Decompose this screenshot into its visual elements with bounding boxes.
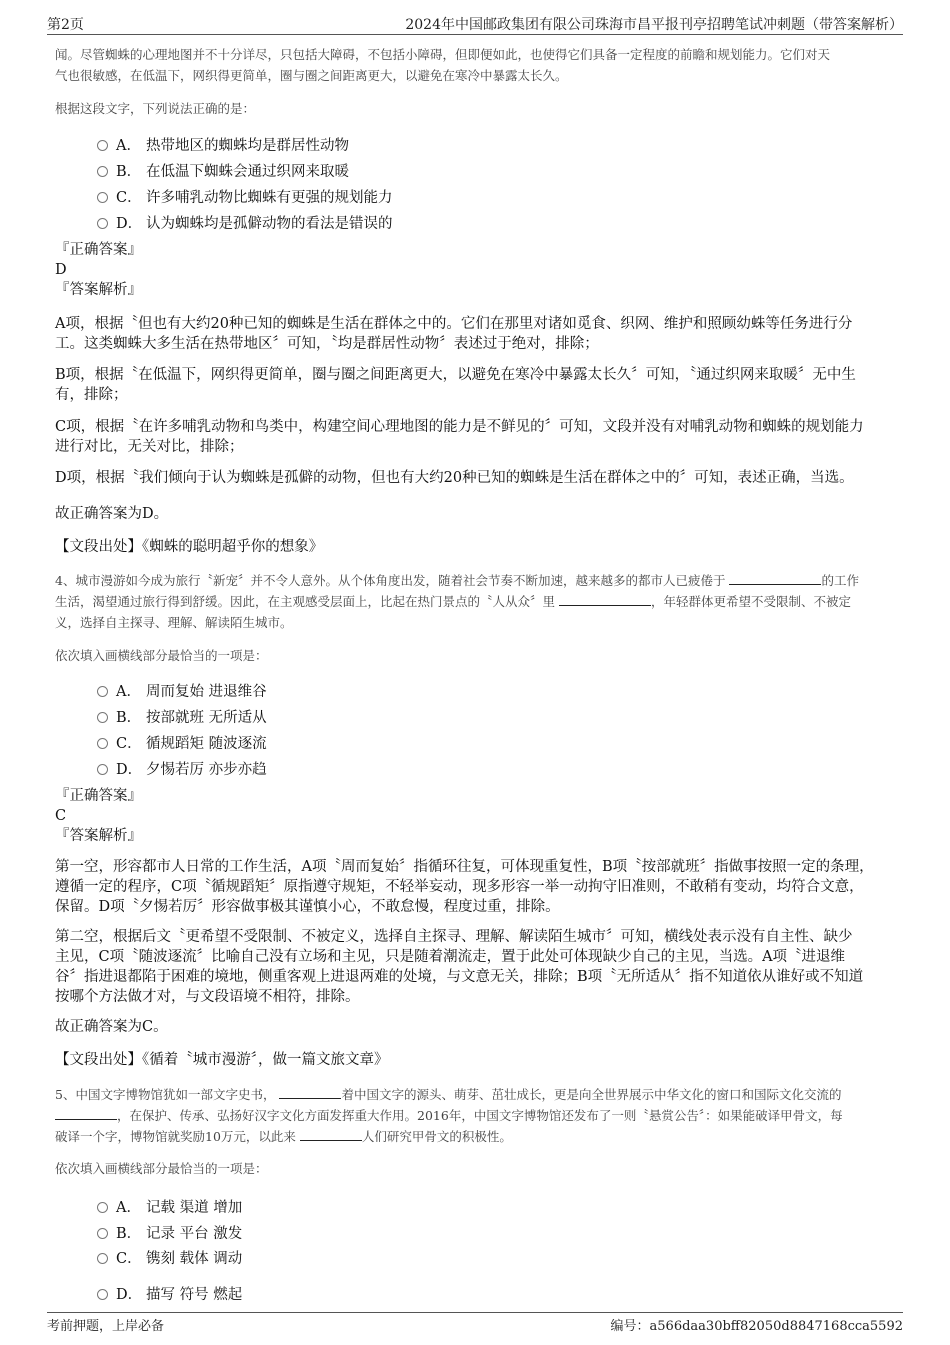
radio-icon[interactable] (97, 1228, 108, 1239)
q4-option-a[interactable]: A． 周而复始 进退维谷 (97, 680, 267, 701)
radio-icon[interactable] (97, 166, 108, 177)
q3-passage (55, 44, 900, 86)
footer-slogan: 考前押题，上岸必备 (47, 1319, 165, 1334)
radio-icon[interactable] (97, 712, 108, 723)
q4-prompt: 依次填入画横线部分最恰当的一项是： (55, 648, 268, 663)
q4-option-c[interactable]: C． 循规蹈矩 随波逐流 (97, 732, 267, 753)
q3-option-c[interactable]: C． 许多哺乳动物比蜘蛛有更强的规划能力 (97, 186, 393, 207)
document-title: 2024年中国邮政集团有限公司珠海市昌平报刊亭招聘笔试冲刺题（带答案解析） (405, 17, 903, 33)
passage-line: 气也很敏感，在低温下，网织得更简单，圈与圈之间距离更大，以避免在寒冷中暴露太长久。 (55, 68, 568, 83)
passage-line: 闻。尽管蜘蛛的心理地图并不十分详尽，只包括大障碍，不包括小障碍，但即便如此，也使得它们具备一定程度的前瞻和规划能力。它们对天 (55, 47, 831, 62)
q3-analysis-d: D项，根据〝我们倾向于认为蜘蛛是孤僻的动物，但也有大约20种已知的蜘蛛是生活在群体之中的〞可知，表述正确，当选。 (55, 470, 854, 486)
q3-source: 【文段出处】《蜘蛛的聪明超乎你的想象》 (55, 539, 324, 555)
q3-answer-block (55, 240, 900, 300)
q4-analysis-first-blank: 第一空，形容都市人日常的工作生活，A项〝周而复始〞指循环往复，可体现重复性，B项〝按部就班〞指做事按照一定的条理， 遵循一定的程序，C项〝循规蹈矩〞原指遵守规矩，不轻举妄动，现多形容一举一动拘守旧准则，不敢稍有变动，均符合文意， 保留。D项〝夕惕若厉〞形容做事极其谨慎小心，不敢怠慢，程度过重，排除。 (55, 859, 874, 915)
answer-value: D (55, 262, 67, 278)
q5-option-c[interactable]: C． 镌刻 载体 调动 (97, 1247, 242, 1268)
page-number: 第2页 (47, 17, 84, 33)
blank-1 (729, 572, 821, 585)
q3-prompt: 根据这段文字，下列说法正确的是： (55, 101, 256, 116)
radio-icon[interactable] (97, 686, 108, 697)
radio-icon[interactable] (97, 140, 108, 151)
page-footer (47, 1312, 903, 1334)
q4-source: 【文段出处】《循着〝城市漫游〞，做一篇文旅文章》 (55, 1052, 389, 1068)
analysis-label: 『答案解析』 (55, 828, 142, 844)
page-header (47, 12, 903, 35)
q4-option-b[interactable]: B． 按部就班 无所适从 (97, 706, 267, 727)
blank-1 (279, 1086, 341, 1099)
radio-icon[interactable] (97, 192, 108, 203)
blank-2 (559, 593, 651, 606)
blank-2 (55, 1107, 117, 1120)
q5-option-d[interactable]: D． 描写 符号 燃起 (97, 1283, 242, 1304)
radio-icon[interactable] (97, 764, 108, 775)
radio-icon[interactable] (97, 1202, 108, 1213)
blank-3 (300, 1128, 362, 1141)
q3-analysis-c: C项，根据〝在许多哺乳动物和鸟类中，构建空间心理地图的能力是不鲜见的〞可知，文段并没有对哺乳动物和蜘蛛的规划能力 进行对比，无关对比，排除； (55, 419, 864, 455)
document-id: 编号：a566daa30bff82050d8847168cca5592 (610, 1319, 903, 1334)
radio-icon[interactable] (97, 1253, 108, 1264)
q3-option-b[interactable]: B． 在低温下蜘蛛会通过织网来取暖 (97, 160, 349, 181)
q4-option-d[interactable]: D． 夕惕若厉 亦步亦趋 (97, 758, 267, 779)
q3-analysis-a: A项，根据〝但也有大约20种已知的蜘蛛是生活在群体之中的。它们在那里对诸如觅食、织网、维护和照顾幼蛛等任务进行分 工。这类蜘蛛大多生活在热带地区〞可知，〝均是群居性动物〞表述过于绝对，排除； (55, 316, 853, 352)
q3-analysis-b: B项，根据〝在低温下，网织得更简单，圈与圈之间距离更大，以避免在寒冷中暴露太长久〞可知，〝通过织网来取暖〞无中生 有，排除； (55, 367, 856, 403)
q4-analysis-second-blank: 第二空，根据后文〝更希望不受限制、不被定义，选择自主探寻、理解、解读陌生城市〞可知，横线处表示没有自主性、缺少 主见，C项〝随波逐流〞比喻自己没有立场和主见，只是随着潮流走，置于此处可体现缺少自己的主见，当选。A项〝进退维 谷〞指进退都陷于困难的境地，侧重客观上进退两难的处境，与文意无关，排除；B项〝无所适从〞指不知道依从谁好或不知道 按哪个方法做才对，与文段语境不相符，排除。 (55, 929, 864, 1005)
q5-stem: 5、中国文字博物馆犹如一部文字史书， 着中国文字的源头、萌芽、茁壮成长，更是向全世界展示中华文化的窗口和国际文化交流的 ，在保护、传承、弘扬好汉字文化方面发挥重大作用。2016年，中国文字博物馆还发布了一则〝悬赏公告〞：如果能破译甲骨文，每 破译一个字，博物馆就奖励10万元，以此来 人们研究甲骨文的积极性。 (55, 1087, 843, 1144)
answer-label: 『正确答案』 (55, 242, 142, 258)
q4-stem: 4、城市漫游如今成为旅行〝新宠〞并不令人意外。从个体角度出发，随着社会节奏不断加速，越来越多的都市人已疲倦于 的工作 生活，渴望通过旅行得到舒缓。因此，在主观感受层面上，比起在热门景点的〝人从众〞里 ，年轻群体更希望不受限制、不被定 义，选择自主探寻、理解、解读陌生城市。 (55, 573, 859, 630)
q4-answer-block (55, 786, 900, 846)
radio-icon[interactable] (97, 1289, 108, 1300)
q3-option-a[interactable]: A． 热带地区的蜘蛛均是群居性动物 (97, 134, 349, 155)
analysis-label: 『答案解析』 (55, 282, 142, 298)
q5-prompt: 依次填入画横线部分最恰当的一项是： (55, 1161, 268, 1176)
q4-conclusion: 故正确答案为C。 (55, 1019, 168, 1035)
q3-conclusion: 故正确答案为D。 (55, 506, 169, 522)
q5-option-b[interactable]: B． 记录 平台 激发 (97, 1222, 242, 1243)
answer-label: 『正确答案』 (55, 788, 142, 804)
q3-option-d[interactable]: D． 认为蜘蛛均是孤僻动物的看法是错误的 (97, 212, 393, 233)
radio-icon[interactable] (97, 738, 108, 749)
answer-value: C (55, 808, 67, 824)
radio-icon[interactable] (97, 218, 108, 229)
q5-option-a[interactable]: A． 记载 渠道 增加 (97, 1196, 242, 1217)
